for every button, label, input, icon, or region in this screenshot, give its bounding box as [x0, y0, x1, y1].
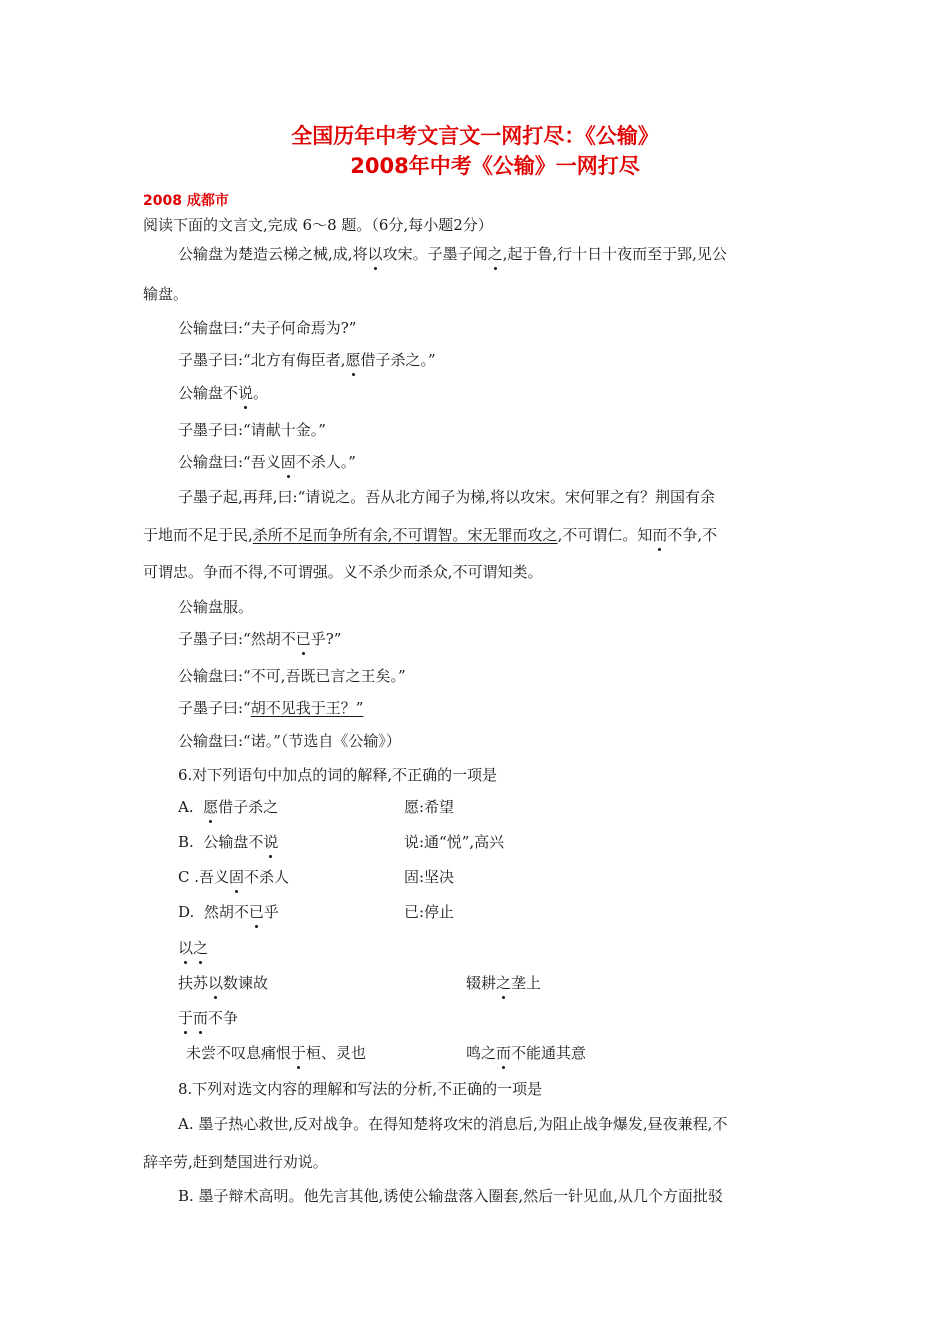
dialogue-line: 公输盘曰:“不可,吾既已言之王矣。” — [178, 667, 406, 685]
dotted-word: 之 — [487, 245, 503, 263]
dotted-word: 以 — [208, 974, 224, 992]
option-c-explanation: 固:坚决 — [404, 868, 455, 886]
dotted-word: 以 — [367, 245, 383, 263]
option-c: C .吾义固不杀人 — [178, 868, 290, 886]
dotted-word: 固 — [229, 868, 245, 886]
question-8-stem: 8.下列对选文内容的理解和写法的分析,不正确的一项是 — [178, 1080, 543, 1098]
dotted-word: 以 — [178, 939, 194, 957]
underlined-sentence: 胡不见我于王？” — [250, 699, 364, 717]
page-title: 全国历年中考文言文一网打尽：《公输》 — [291, 124, 659, 148]
passage-paragraph-2-cont: 于地而不足于民,杀所不足而争所有余,不可谓智。宋无罪而攻之,不可谓仁。知而不争,不 — [143, 526, 718, 544]
dotted-word: 愿 — [345, 351, 361, 369]
instructions: 阅读下面的文言文,完成 6～8 题。（6分,每小题2分） — [143, 216, 493, 234]
passage-paragraph-2: 子墨子起,再拜,曰:“请说之。吾从北方闻子为梯,将以攻宋。宋何罪之有？荆国有余 — [178, 488, 716, 506]
dotted-word: 说 — [263, 833, 279, 851]
passage-paragraph-1-cont: 输盘。 — [143, 285, 189, 303]
underlined-sentence: 杀所不足而争所有余,不可谓智。宋无罪而攻之 — [252, 526, 558, 544]
passage-paragraph-1: 公输盘为楚造云梯之械,成,将以攻宋。子墨子闻之,起于鲁,行十日十夜而至于郢,见公 — [178, 245, 727, 263]
question-7-row — [178, 938, 208, 958]
option-d: D. 然胡不已乎 — [178, 903, 279, 921]
dotted-word: 之 — [496, 974, 512, 992]
dotted-word: 于 — [291, 1044, 307, 1062]
dotted-word: 固 — [280, 453, 296, 471]
question-7-item: 扶苏以数谏故 — [178, 974, 269, 992]
question-7-row: 于而不争 — [178, 1009, 239, 1027]
dialogue-line: 子墨子曰:“请献十金。” — [178, 421, 326, 439]
region-heading: 2008 成都市 — [143, 193, 229, 209]
dotted-word: 已 — [295, 630, 311, 648]
dialogue-line: 子墨子曰:“北方有侮臣者,愿借子杀之。” — [178, 351, 436, 369]
dotted-word: 之 — [193, 939, 209, 957]
passage-paragraph-2-end: 可谓忠。争而不得,不可谓强。义不杀少而杀众,不可谓知类。 — [143, 563, 543, 581]
dotted-word: 愿 — [203, 798, 219, 816]
question-7-item: 鸣之而不能通其意 — [466, 1044, 587, 1062]
option-b: B. 公输盘不说 — [178, 833, 279, 851]
option-a-explanation: 愿:希望 — [404, 798, 455, 816]
option-d-explanation: 已:停止 — [404, 903, 455, 921]
dotted-word: 而 — [496, 1044, 512, 1062]
option-b: B. 墨子辩术高明。他先言其他,诱使公输盘落入圈套,然后一针见血,从几个方面批驳 — [178, 1187, 723, 1205]
dialogue-line: 公输盘曰:“夫子何命焉为?” — [178, 319, 357, 337]
page-subtitle: 2008年中考《公输》一网打尽 — [350, 154, 640, 178]
question-6-stem: 6.对下列语句中加点的词的解释,不正确的一项是 — [178, 766, 498, 784]
dialogue-line: 公输盘服。 — [178, 598, 254, 616]
option-a-cont: 辞辛劳,赶到楚国进行劝说。 — [143, 1153, 328, 1171]
dialogue-line: 公输盘曰:“诺。”（节选自《公输》） — [178, 732, 401, 750]
dialogue-line: 公输盘不说。 — [178, 384, 269, 402]
dotted-word: 说 — [238, 384, 254, 402]
question-7-item: 未尝不叹息痛恨于桓、灵也 — [186, 1044, 367, 1062]
dotted-word: 已 — [248, 903, 264, 921]
dotted-word: 而 — [652, 526, 668, 544]
question-7-item: 辍耕之垄上 — [466, 974, 542, 992]
dotted-word: 而 — [193, 1009, 209, 1027]
dialogue-line: 公输盘曰:“吾义固不杀人。” — [178, 453, 356, 471]
dialogue-line: 子墨子曰:“然胡不已乎?” — [178, 630, 342, 648]
dialogue-line: 子墨子曰:“胡不见我于王？” — [178, 699, 364, 717]
option-b-explanation: 说:通“悦”,高兴 — [404, 833, 505, 851]
option-a: A. 墨子热心救世,反对战争。在得知楚将攻宋的消息后,为阻止战争爆发,昼夜兼程,不 — [178, 1115, 728, 1133]
option-a: A. 愿借子杀之 — [178, 798, 279, 816]
dotted-word: 于 — [178, 1009, 194, 1027]
